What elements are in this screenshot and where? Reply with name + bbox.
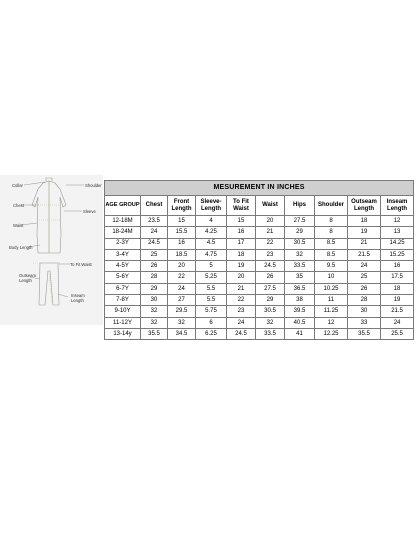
measurement-cell: 21.5 xyxy=(381,306,414,317)
measurement-cell: 21 xyxy=(227,283,256,294)
column-header: AGE GROUP xyxy=(105,196,141,216)
column-header: Hips xyxy=(285,196,315,216)
measurement-cell: 27.5 xyxy=(285,216,315,227)
size-chart xyxy=(104,180,413,340)
measurement-cell: 5.25 xyxy=(196,272,227,283)
measurement-cell: 27.5 xyxy=(256,283,285,294)
size-table xyxy=(104,180,414,340)
label-waist: Waist xyxy=(13,223,24,228)
column-header: Shoulder xyxy=(315,196,348,216)
measurement-cell: 35.5 xyxy=(141,328,168,339)
measurement-cell: 8.5 xyxy=(315,238,348,249)
measurement-cell: 29 xyxy=(256,295,285,306)
measurement-cell: 36.5 xyxy=(285,283,315,294)
measurement-cell: 8.5 xyxy=(315,249,348,260)
measurement-cell: 25.5 xyxy=(381,328,414,339)
label-sleeve: Sleeve xyxy=(83,209,96,214)
measurement-cell: 4.25 xyxy=(196,227,227,238)
measurement-cell: 20 xyxy=(168,261,196,272)
measurement-cell: 24 xyxy=(381,317,414,328)
measurement-cell: 39.5 xyxy=(285,306,315,317)
label-inseam-length: Inseam Length xyxy=(71,293,85,303)
measurement-cell: 11 xyxy=(315,295,348,306)
column-header: Front Length xyxy=(168,196,196,216)
table-row xyxy=(105,238,414,249)
measurement-cell: 14.25 xyxy=(381,238,414,249)
table-row xyxy=(105,283,414,294)
measurement-cell: 30.5 xyxy=(285,238,315,249)
measurement-cell: 18 xyxy=(348,216,381,227)
measurement-cell: 29 xyxy=(285,227,315,238)
measurement-cell: 41 xyxy=(285,328,315,339)
measurement-cell: 16 xyxy=(381,261,414,272)
measurement-cell: 22 xyxy=(168,272,196,283)
table-row xyxy=(105,249,414,260)
measurement-cell: 30.5 xyxy=(256,306,285,317)
label-outseam-length: Outseam Length xyxy=(19,273,36,283)
measurement-cell: 15 xyxy=(168,216,196,227)
measurement-cell: 5.75 xyxy=(196,306,227,317)
measurement-cell: 4 xyxy=(196,216,227,227)
column-header: Waist xyxy=(256,196,285,216)
measurement-cell: 16 xyxy=(168,238,196,249)
measurement-cell: 24 xyxy=(141,227,168,238)
measurement-cell: 8 xyxy=(315,216,348,227)
measurement-cell: 24.5 xyxy=(256,261,285,272)
measurement-cell: 32 xyxy=(285,249,315,260)
table-body xyxy=(105,216,414,340)
measurement-cell: 10.25 xyxy=(315,283,348,294)
measurement-cell: 21.5 xyxy=(348,249,381,260)
measurement-cell: 6 xyxy=(196,317,227,328)
measurement-cell: 23 xyxy=(256,249,285,260)
table-title: MESUREMENT IN INCHES xyxy=(105,181,414,196)
label-collar: Collar xyxy=(12,183,23,188)
age-group-cell: 18-24M xyxy=(105,227,141,238)
measurement-cell: 5.5 xyxy=(196,283,227,294)
measurement-cell: 12.25 xyxy=(315,328,348,339)
table-row xyxy=(105,272,414,283)
measurement-cell: 33 xyxy=(348,317,381,328)
measurement-cell: 11.25 xyxy=(315,306,348,317)
measurement-cell: 28 xyxy=(141,272,168,283)
table-row xyxy=(105,216,414,227)
measurement-cell: 10 xyxy=(315,272,348,283)
measurement-cell: 17.5 xyxy=(381,272,414,283)
age-group-cell: 13-14y xyxy=(105,328,141,339)
age-group-cell: 9-10Y xyxy=(105,306,141,317)
measurement-diagram xyxy=(0,175,103,325)
measurement-cell: 29.5 xyxy=(168,306,196,317)
measurement-cell: 18.5 xyxy=(168,249,196,260)
measurement-cell: 21 xyxy=(348,238,381,249)
measurement-cell: 5.5 xyxy=(196,295,227,306)
column-header: Outseam Length xyxy=(348,196,381,216)
label-chest: Chest xyxy=(13,203,24,208)
measurement-cell: 12 xyxy=(315,317,348,328)
measurement-cell: 17 xyxy=(227,238,256,249)
measurement-cell: 5 xyxy=(196,261,227,272)
measurement-cell: 6.25 xyxy=(196,328,227,339)
age-group-cell: 3-4Y xyxy=(105,249,141,260)
column-header: To Fit Waist xyxy=(227,196,256,216)
measurement-cell: 25 xyxy=(141,249,168,260)
measurement-cell: 22 xyxy=(227,295,256,306)
table-row xyxy=(105,328,414,339)
table-row xyxy=(105,317,414,328)
measurement-cell: 27 xyxy=(168,295,196,306)
measurement-cell: 12 xyxy=(381,216,414,227)
measurement-cell: 33.5 xyxy=(256,328,285,339)
measurement-cell: 38 xyxy=(285,295,315,306)
measurement-cell: 20 xyxy=(227,272,256,283)
age-group-cell: 2-3Y xyxy=(105,238,141,249)
table-row xyxy=(105,306,414,317)
measurement-cell: 13 xyxy=(381,227,414,238)
measurement-cell: 25 xyxy=(348,272,381,283)
measurement-cell: 4.5 xyxy=(196,238,227,249)
measurement-cell: 24 xyxy=(227,317,256,328)
measurement-cell: 35 xyxy=(285,272,315,283)
age-group-cell: 6-7Y xyxy=(105,283,141,294)
age-group-cell: 5-6Y xyxy=(105,272,141,283)
measurement-cell: 30 xyxy=(348,306,381,317)
measurement-cell: 15.5 xyxy=(168,227,196,238)
measurement-cell: 8 xyxy=(315,227,348,238)
measurement-cell: 18 xyxy=(381,283,414,294)
age-group-cell: 12-18M xyxy=(105,216,141,227)
measurement-cell: 34.5 xyxy=(168,328,196,339)
measurement-cell: 32 xyxy=(168,317,196,328)
label-body-length: Body Length xyxy=(9,245,33,250)
column-header: Inseam Length xyxy=(381,196,414,216)
measurement-cell: 32 xyxy=(256,317,285,328)
measurement-cell: 24 xyxy=(348,261,381,272)
measurement-cell: 40.5 xyxy=(285,317,315,328)
label-to-fit-waist: To Fit Waist xyxy=(70,262,92,267)
age-group-cell: 4-5Y xyxy=(105,261,141,272)
age-group-cell: 7-8Y xyxy=(105,295,141,306)
measurement-cell: 28 xyxy=(348,295,381,306)
measurement-cell: 19 xyxy=(381,295,414,306)
measurement-cell: 24.5 xyxy=(227,328,256,339)
measurement-cell: 4.75 xyxy=(196,249,227,260)
column-header: Sleeve-Length xyxy=(196,196,227,216)
measurement-cell: 19 xyxy=(348,227,381,238)
measurement-cell: 23.5 xyxy=(141,216,168,227)
label-shoulder: Shoulder xyxy=(85,183,102,188)
measurement-cell: 29 xyxy=(141,283,168,294)
measurement-cell: 16 xyxy=(227,227,256,238)
measurement-cell: 24.5 xyxy=(141,238,168,249)
measurement-cell: 33.5 xyxy=(285,261,315,272)
table-row xyxy=(105,261,414,272)
column-header: Chest xyxy=(141,196,168,216)
measurement-cell: 30 xyxy=(141,295,168,306)
measurement-cell: 26 xyxy=(256,272,285,283)
measurement-cell: 20 xyxy=(256,216,285,227)
measurement-cell: 22 xyxy=(256,238,285,249)
age-group-cell: 11-12Y xyxy=(105,317,141,328)
table-header-row xyxy=(105,196,414,216)
table-row xyxy=(105,227,414,238)
measurement-cell: 18 xyxy=(227,249,256,260)
measurement-cell: 32 xyxy=(141,317,168,328)
measurement-cell: 15.25 xyxy=(381,249,414,260)
measurement-cell: 9.5 xyxy=(315,261,348,272)
measurement-cell: 21 xyxy=(256,227,285,238)
measurement-cell: 24 xyxy=(168,283,196,294)
measurement-cell: 26 xyxy=(141,261,168,272)
measurement-cell: 23 xyxy=(227,306,256,317)
measurement-cell: 26 xyxy=(348,283,381,294)
measurement-cell: 32 xyxy=(141,306,168,317)
measurement-cell: 35.5 xyxy=(348,328,381,339)
measurement-cell: 15 xyxy=(227,216,256,227)
table-row xyxy=(105,295,414,306)
measurement-cell: 19 xyxy=(227,261,256,272)
